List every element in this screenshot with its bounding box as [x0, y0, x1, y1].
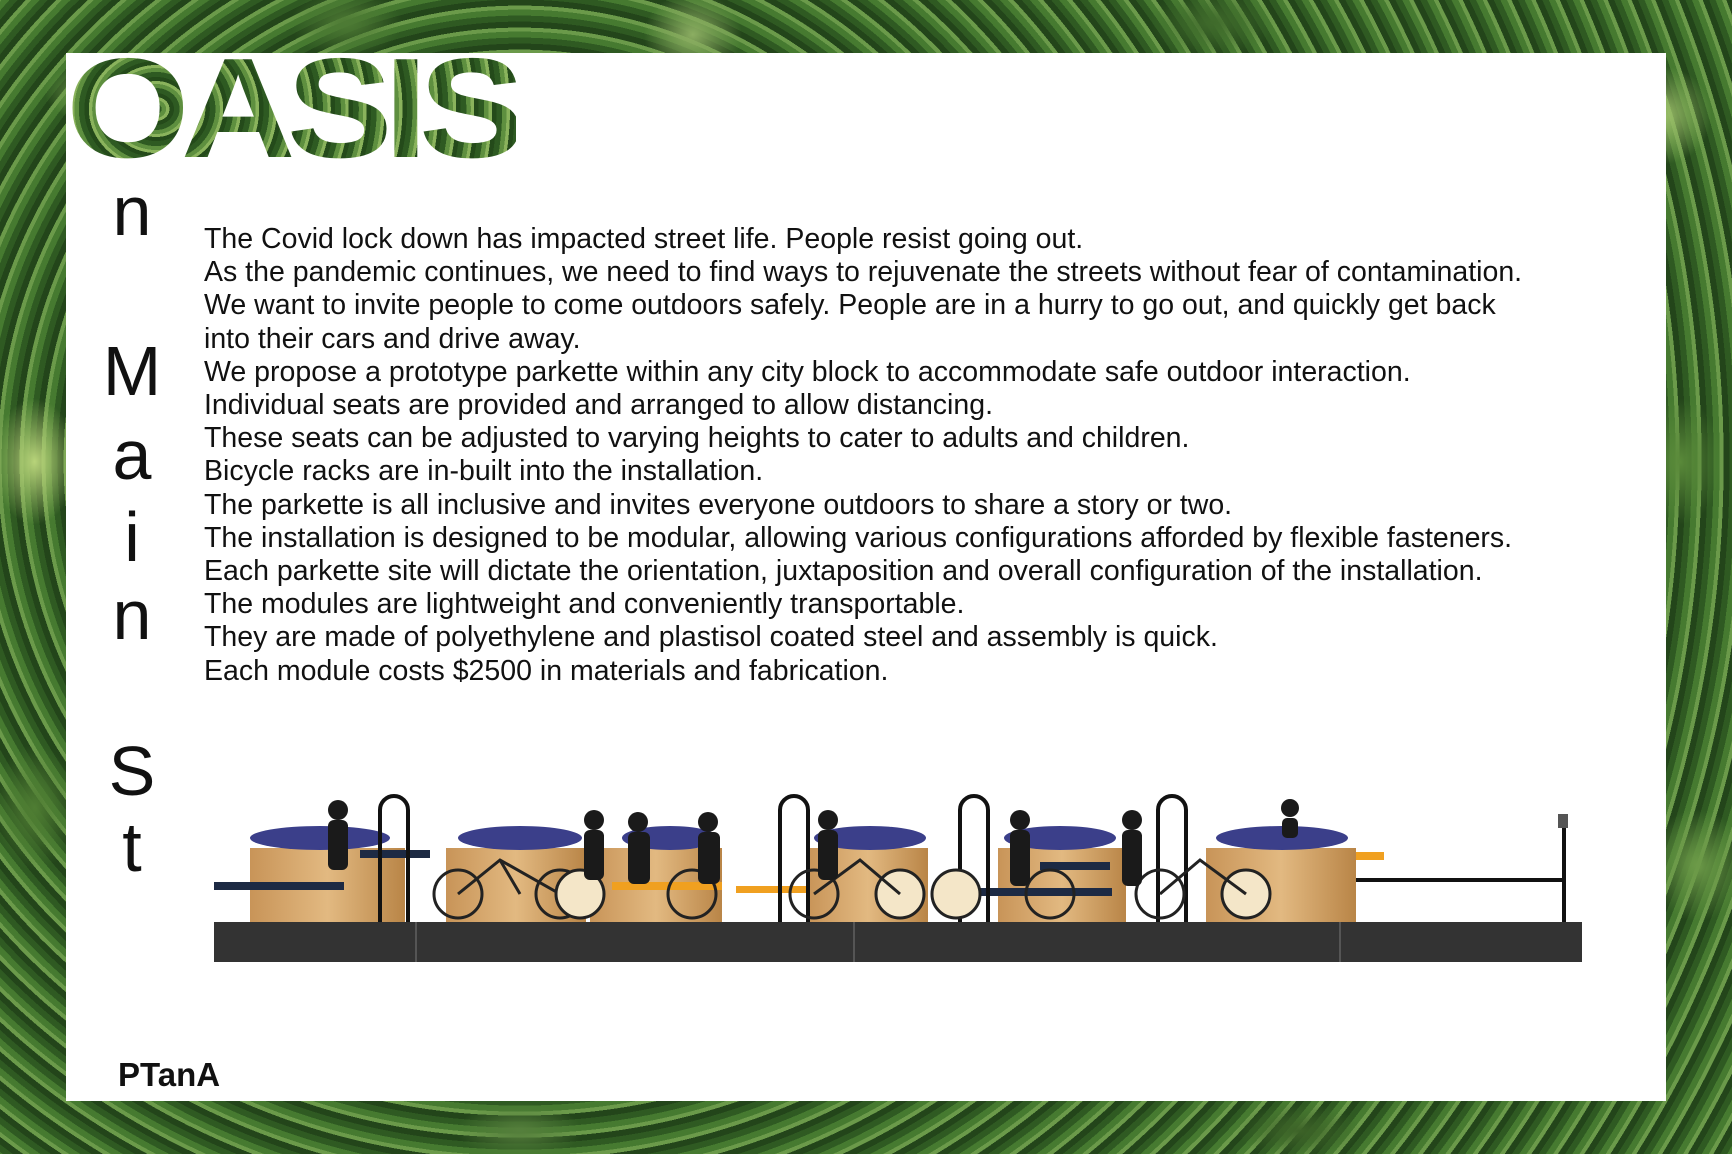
brand-signature: PTanA: [118, 1056, 221, 1093]
vertical-letter: n: [112, 576, 152, 654]
vertical-letter: n: [112, 172, 152, 250]
vertical-letter: S: [108, 732, 156, 810]
description-line: As the pandemic continues, we need to find ways to rejuvenate the streets without fear of contamination.: [204, 256, 1523, 289]
description-line: The parkette is all inclusive and invites everyone outdoors to share a story or two.: [204, 488, 1233, 521]
description-line: We propose a prototype parkette within any city block to accommodate safe outdoor interaction.: [204, 355, 1411, 388]
vertical-letter: a: [112, 416, 152, 494]
railing: [1356, 814, 1568, 922]
description-line: Individual seats are provided and arranged to allow distancing.: [204, 389, 993, 422]
description-line: Bicycle racks are in-built into the installation.: [204, 455, 764, 488]
description-line: Each parkette site will dictate the orientation, juxtaposition and overall configuration of the installation.: [204, 555, 1483, 588]
description-line: The Covid lock down has impacted street life. People resist going out.: [204, 223, 1084, 255]
vertical-letter: M: [102, 332, 162, 410]
description-line: They are made of polyethylene and plastisol coated steel and assembly is quick.: [204, 621, 1218, 654]
page-title: OASIS: [66, 29, 517, 188]
description-line: We want to invite people to come outdoors safely. People are in a hurry to go out, and quickly get back: [204, 289, 1496, 322]
description-line: The installation is designed to be modular, allowing various configurations afforded by flexible fasteners.: [204, 521, 1513, 554]
description-line: These seats can be adjusted to varying heights to cater to adults and children.: [204, 422, 1190, 455]
description-line: into their cars and drive away.: [204, 322, 581, 355]
vertical-letter: t: [122, 808, 142, 886]
flower-beds: [250, 826, 1348, 850]
description-line: The modules are lightweight and conveniently transportable.: [204, 588, 965, 621]
vertical-letter: i: [124, 498, 140, 576]
description-text: [204, 223, 1674, 688]
description-line: Each module costs $2500 in materials and fabrication.: [204, 654, 889, 687]
platform-base: [214, 922, 1582, 962]
parkette-elevation-illustration: [200, 780, 1590, 970]
planter-modules: [250, 848, 1356, 922]
